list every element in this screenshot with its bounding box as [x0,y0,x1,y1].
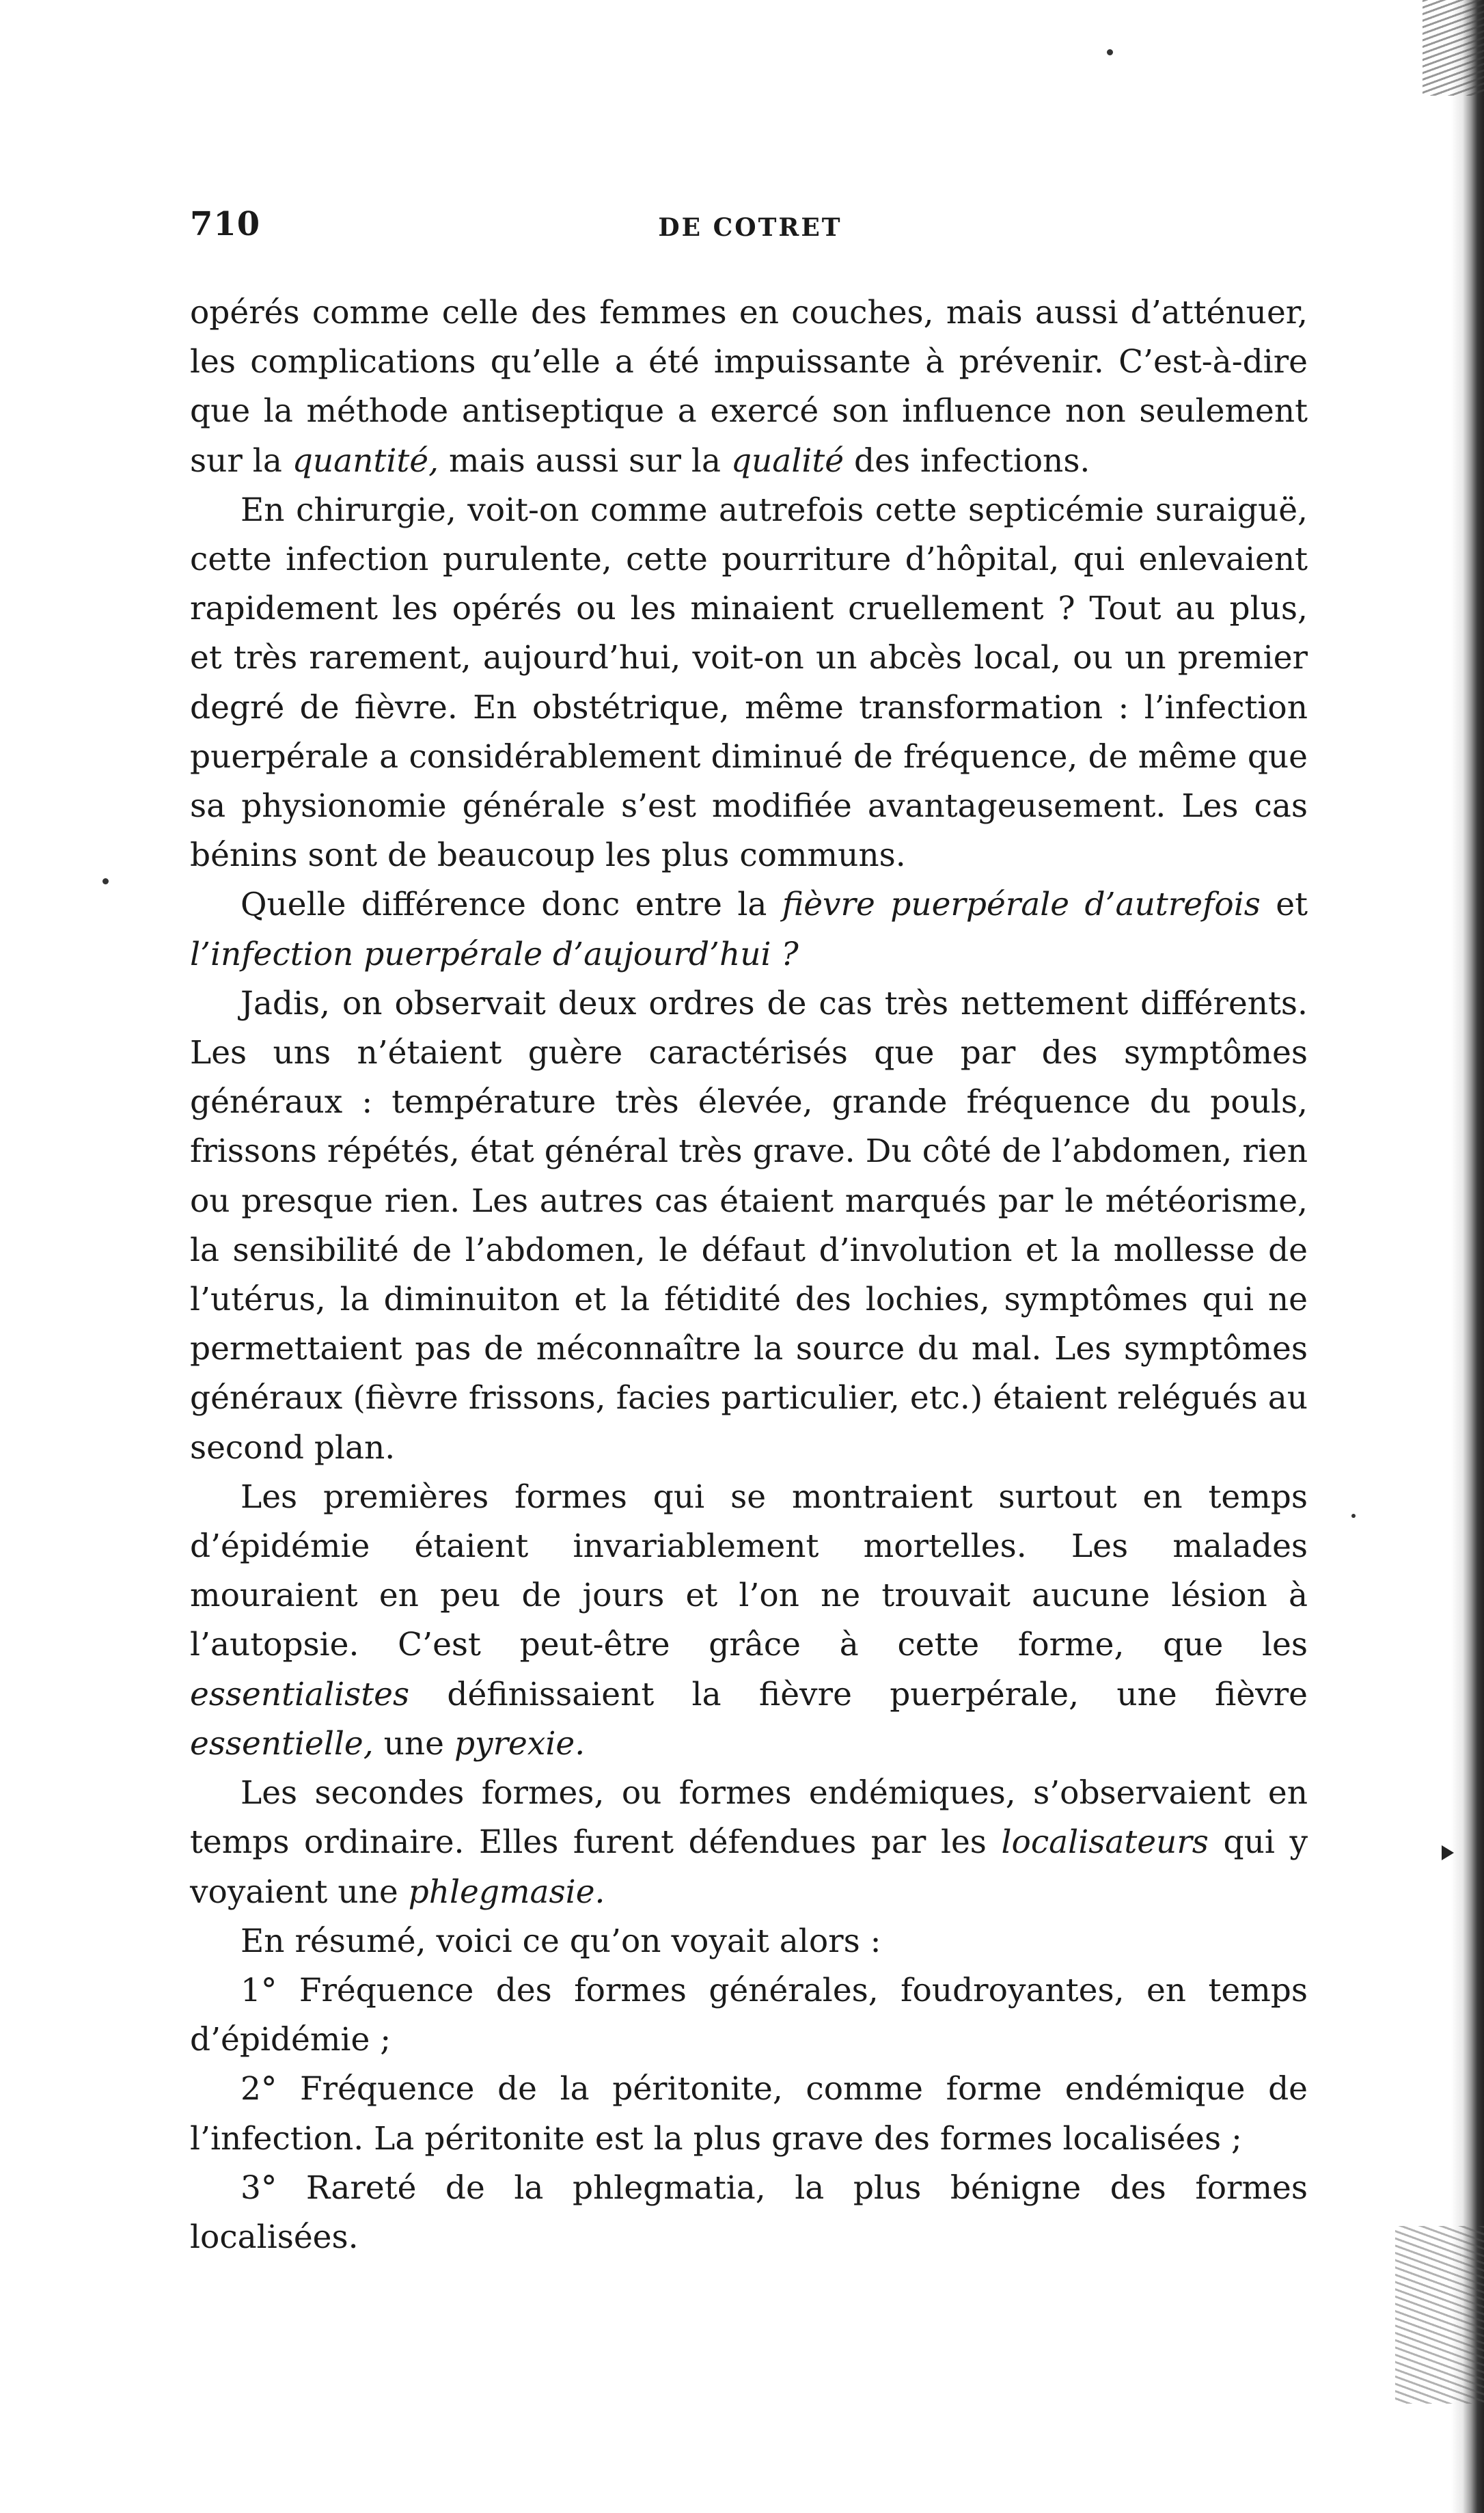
paragraph [190,2164,1308,2262]
scan-noise-bottom [1395,2226,1484,2404]
italic-text: essentielle, [190,1724,374,1763]
italic-text: fièvre puerpérale d’autrefois [782,886,1261,924]
page-edge-shadow [1451,0,1484,2513]
italic-text: localisateurs [1001,1823,1209,1862]
text-run: qui y voyaient une [190,1823,1308,1911]
text-run: Les secondes formes, ou formes endémiques, s’observaient en temps ordinaire. Elles furent défendues par les [190,1774,1308,1862]
text-run: 2° Fréquence de la péritonite, comme forme endémique de l’infection. La péritonite est la plus grave des formes localisées ; [190,2070,1308,2158]
text-run: et [1260,886,1308,924]
scan-speck [1351,1514,1356,1518]
paragraph [190,2065,1308,2163]
text-run: Les premières formes qui se montraient surtout en temps d’épidémie étaient invariablement mortelles. Les malades mouraient en peu de jours et l’on ne trouvait aucune lésion à l’autopsie. C’est peut-être grâce à cette forme, que les [190,1478,1308,1664]
text-run: une [373,1724,454,1763]
text-run: En résumé, voici ce qu’on voyait alors : [241,1922,881,1960]
paragraph [190,486,1308,881]
text-run: mais aussi sur la [439,442,731,480]
page-number: 710 [190,205,261,243]
text-run: 3° Rareté de la phlegmatia, la plus bénigne des formes localisées. [190,2169,1308,2256]
italic-text: pyrexie. [454,1724,586,1763]
text-run: Jadis, on observait deux ordres de cas très nettement différents. Les uns n’étaient guère caractérisés que par des symptômes généraux : température très élevée, grande fréquence du pouls, frissons répétés, état général très grave. Du côté de l’abdomen, rien ou presque rien. Les autres cas étaient marqués par le météorisme, la sensibilité de l’abdomen, le défaut d’involution et la mollesse de l’utérus, la diminuiton et la fétidité des lochies, symptômes qui ne permettaient pas de méconnaître la source du mal. Les symptômes généraux (fièvre frissons, facies particulier, etc.) étaient relégués au second plan. [190,984,1308,1467]
paragraph [190,1769,1308,1917]
italic-text: essentialistes [190,1675,410,1713]
text-run: des infections. [844,442,1090,480]
paragraph [190,288,1308,486]
paragraph [190,1473,1308,1769]
text-run: En chirurgie, voit-on comme autrefois cette septicémie suraiguë, cette infection purulente, cette pourriture d’hôpital, qui enlevaient rapidement les opérés ou les minaient cruellement ? Tout au plus, et très rarement, aujourd’hui, voit-on un abcès local, ou un premier degré de fièvre. En obstétrique, même transformation : l’infection puerpérale a considérablement diminué de fréquence, de même que sa physionomie générale s’est modifiée avantageusement. Les cas bénins sont de beaucoup les plus communs. [190,491,1308,875]
paragraph [190,880,1308,979]
paragraph [190,1917,1308,1966]
paragraph [190,979,1308,1473]
text-run: 1° Fréquence des formes générales, foudroyantes, en temps d’épidémie ; [190,1971,1308,2059]
italic-text: quantité, [292,442,439,480]
scan-speck [102,878,109,884]
italic-text: phlegmasie. [408,1873,605,1911]
text-run: opérés comme celle des femmes en couches, mais aussi d’atténuer, les complications qu’elle a été impuissante à prévenir. C’est-à-dire que la méthode antiseptique a exercé son influence non seulement sur la [190,294,1308,480]
italic-text: qualité [730,442,844,480]
text-run: définissaient la fièvre puerpérale, une fièvre [409,1675,1308,1713]
italic-text: l’infection puerpérale d’aujourd’hui ? [190,935,799,973]
text-run: Quelle différence donc entre la [241,886,782,924]
header-title: DE COTRET [658,213,842,242]
scan-noise-top [1423,0,1484,96]
paragraph [190,1966,1308,2065]
body-text [190,288,1308,2262]
edge-marker-icon [1442,1845,1454,1860]
scan-speck [1107,49,1113,55]
running-head [190,205,1310,253]
